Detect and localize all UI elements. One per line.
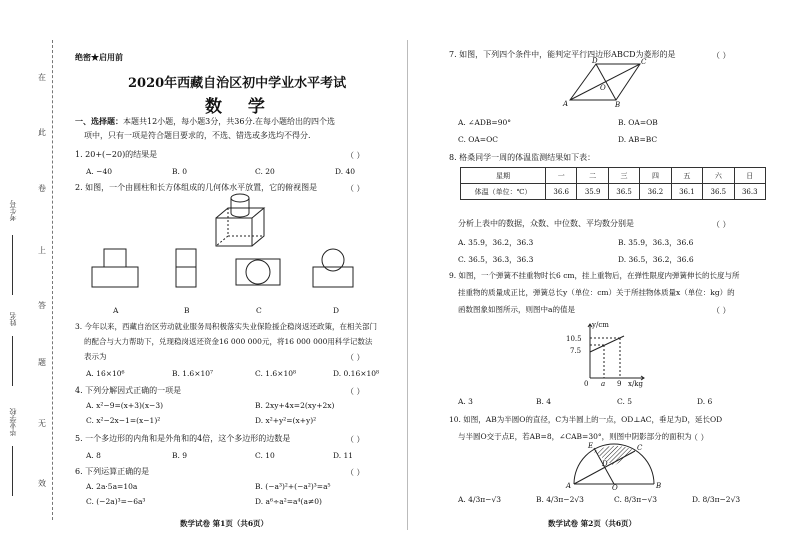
exam-title: 2020年西藏自治区初中学业水平考试 (128, 76, 347, 91)
question-6-stem: 6. 下列运算正确的是 (75, 467, 150, 476)
temperature-table (460, 167, 766, 200)
table-header-cell: 一 (546, 168, 577, 184)
subject-title: 数 学 (205, 97, 275, 117)
option-c[interactable]: C. x²−2x−1=(x−1)² (86, 416, 161, 425)
option-b[interactable]: B. OA=OB (618, 118, 658, 127)
point-e-label: E (588, 442, 594, 450)
table-header-cell: 六 (703, 168, 734, 184)
candidate-number-line (12, 235, 13, 295)
option-d[interactable]: D. 40 (335, 167, 356, 176)
semicircle-figure (560, 440, 670, 490)
option-a[interactable]: A. 3 (458, 397, 473, 406)
option-d[interactable]: D. AB=BC (618, 135, 658, 144)
option-a[interactable]: A. −40 (86, 167, 113, 176)
table-header-cell: 星期 (461, 168, 546, 184)
question-5-stem: 5. 一个多边形的内角和是外角和的4倍，这个多边形的边数是 (75, 434, 291, 443)
candidate-number-label: 考生号 (9, 200, 17, 221)
binding-char: 上 (38, 246, 46, 255)
table-header-cell: 四 (640, 168, 671, 184)
question-3-stem: 3. 今年以来，西藏自治区劳动就业服务局积极落实失业保险援企稳岗返还政策，在相关部门 (75, 322, 378, 331)
answer-paren[interactable]: （ ） (690, 433, 709, 442)
answer-paren[interactable]: （ ） (346, 353, 365, 362)
binding-char: 题 (38, 358, 46, 367)
option-c[interactable]: C. OA=OC (458, 135, 498, 144)
point-d-label: D (602, 460, 608, 468)
option-a[interactable]: A. 35.9，36.2，36.3 (458, 238, 534, 247)
option-b[interactable]: B. 4 (536, 397, 552, 406)
point-a-label: A (566, 482, 572, 490)
option-c[interactable]: C. (−2a)³=−6a³ (86, 497, 146, 506)
parallelogram-figure (560, 56, 656, 108)
school-line (12, 446, 13, 496)
table-cell: 36.2 (640, 184, 671, 200)
question-1-stem: 1. 20+(−20)的结果是 (75, 150, 158, 159)
option-b[interactable]: B. 9 (172, 451, 188, 460)
binding-char: 答 (38, 301, 46, 310)
option-a[interactable]: A. 4/3π−√3 (458, 495, 502, 504)
table-cell: 36.5 (703, 184, 734, 200)
option-a[interactable]: A. x²−9=(x+3)(x−3) (86, 401, 164, 410)
table-header-cell: 三 (608, 168, 639, 184)
table-row (461, 184, 766, 200)
question-7-stem: 7. 如图，下列四个条件中，能判定平行四边形ABCD为菱形的是 (449, 50, 676, 59)
origin-label: 0 (584, 380, 589, 388)
table-row (461, 168, 766, 184)
option-a[interactable]: A. 2a·5a=10a (86, 482, 138, 491)
question-3-stem: 表示为 (84, 352, 107, 361)
option-a[interactable]: A (113, 306, 119, 315)
table-cell: 36.5 (608, 184, 639, 200)
table-cell: 体温（单位：℃） (461, 184, 546, 200)
question-3-stem: 的配合与大力帮助下，兑现稳岗返还资金16 000 000元，将16 000 000用科学记数法 (84, 337, 373, 346)
option-a[interactable]: A. 16×10⁶ (86, 369, 125, 378)
name-label: 姓名 (9, 312, 17, 326)
point-b-label: B (656, 482, 662, 490)
question-2-stem: 2. 如图，一个由圆柱和长方体组成的几何体水平放置，它的俯视图是 (75, 183, 318, 192)
point-a-label: A (563, 100, 569, 108)
answer-paren[interactable]: （ ） (346, 184, 365, 193)
answer-paren[interactable]: （ ） (346, 468, 365, 477)
question-10-stem: 与半圆O交于点E，若AB=8，∠CAB=30°，则图中阴影部分的面积为 (458, 432, 692, 441)
answer-paren[interactable]: （ ） (346, 435, 365, 444)
binding-char: 在 (38, 73, 46, 82)
table-header-cell: 二 (577, 168, 608, 184)
option-c[interactable]: C. 20 (255, 167, 275, 176)
option-d[interactable]: D. 36.5，36.2，36.6 (618, 255, 694, 264)
point-o-label: O (612, 484, 618, 490)
page-divider (407, 40, 408, 530)
secret-mark: 绝密★启用前 (75, 52, 123, 62)
option-a[interactable]: A. ∠ADB=90° (458, 118, 511, 127)
page-footer-left: 数学试卷 第1页（共6页） (180, 519, 269, 528)
instructions-line: 本题共12小题，每小题3分，共36分.在每小题给出的四个选 (123, 117, 335, 126)
option-b[interactable]: B. 0 (172, 167, 188, 176)
answer-paren[interactable]: （ ） (712, 306, 731, 315)
option-b[interactable]: B. 1.6×10⁷ (172, 369, 214, 378)
x-axis-label: x/kg (628, 380, 644, 388)
section-heading: 一、选择题： (75, 116, 123, 126)
y-tick-label: 10.5 (566, 335, 582, 343)
point-b-label: B (615, 101, 621, 108)
table-cell: 36.1 (671, 184, 702, 200)
option-d[interactable]: D (333, 306, 340, 315)
option-c[interactable]: C. 1.6×10⁸ (255, 369, 297, 378)
table-cell: 36.6 (546, 184, 577, 200)
question-9-stem: 函数图象如图所示，则图中a的值是 (458, 305, 575, 314)
option-a[interactable]: A. 8 (86, 451, 101, 460)
question-9-stem: 挂重物的质量成正比，弹簧总长y（单位：cm）关于所挂物体质量x（单位：kg）的 (458, 288, 735, 297)
answer-paren[interactable]: （ ） (712, 220, 731, 229)
view-option-d[interactable] (311, 247, 357, 289)
option-b[interactable]: B (184, 306, 190, 315)
school-label: 毕业学校 (9, 408, 17, 436)
option-c[interactable]: C (256, 306, 262, 315)
option-b[interactable]: B. (−a³)²+(−a²)³=a⁵ (255, 482, 331, 491)
x-tick-label: 9 (617, 380, 622, 388)
x-tick-label: a (601, 380, 606, 388)
option-d[interactable]: D. 8/3π−2√3 (692, 495, 741, 504)
name-line (12, 336, 13, 386)
page-footer-right: 数学试卷 第2页（共6页） (548, 519, 637, 528)
question-8-stem: 8. 格桑同学一周的体温监测结果如下表： (449, 153, 596, 162)
view-option-c[interactable] (234, 255, 284, 287)
point-c-label: C (637, 444, 643, 452)
option-c[interactable]: C. 36.5，36.3，36.3 (458, 255, 534, 264)
view-option-a[interactable] (90, 247, 142, 289)
table-cell: 36.3 (734, 184, 765, 200)
question-8-after: 分析上表中的数据，众数、中位数、平均数分别是 (458, 219, 634, 228)
table-header-cell: 日 (734, 168, 765, 184)
question-4-stem: 4. 下列分解因式正确的一项是 (75, 386, 182, 395)
option-d[interactable]: D. x²+y²=(x+y)² (255, 416, 317, 425)
point-o-label: O (600, 84, 606, 92)
table-cell: 35.9 (577, 184, 608, 200)
binding-char: 卷 (38, 184, 46, 193)
instructions-line: 项中，只有一项是符合题目要求的，不选、错选或多选均不得分. (84, 131, 311, 140)
point-c-label: C (641, 58, 647, 66)
option-c[interactable]: C. 8/3π−√3 (614, 495, 658, 504)
table-header-cell: 五 (671, 168, 702, 184)
option-c[interactable]: C. 10 (255, 451, 275, 460)
y-tick-label: 7.5 (570, 347, 582, 355)
option-d[interactable]: D. 6 (697, 397, 713, 406)
y-axis-label: y/cm (592, 321, 609, 329)
binding-dashed-line (52, 40, 53, 520)
option-c[interactable]: C. 5 (617, 397, 633, 406)
question-9-stem: 9. 如图，一个弹簧不挂重物时长6 cm，挂上重物后，在弹性限度内弹簧伸长的长度与所 (449, 271, 740, 280)
option-b[interactable]: B. 2xy+4x=2(xy+2x) (255, 401, 335, 410)
option-d[interactable]: D. 0.16×10⁸ (333, 369, 380, 378)
binding-char: 此 (38, 128, 46, 137)
answer-paren[interactable]: （ ） (346, 151, 365, 160)
section-instructions (75, 116, 335, 127)
answer-paren[interactable]: （ ） (712, 51, 731, 60)
solid-figure (212, 192, 272, 250)
binding-char: 效 (38, 479, 46, 488)
question-10-stem: 10. 如图，AB为半圆O的直径，C为半圆上的一点，OD⊥AC，垂足为D，延长OD (449, 415, 723, 424)
option-d[interactable]: D. a⁶÷a²=a⁴(a≠0) (255, 497, 322, 506)
view-option-b[interactable] (172, 247, 202, 289)
point-d-label: D (592, 57, 598, 65)
option-b[interactable]: B. 4/3π−2√3 (536, 495, 584, 504)
spring-graph (564, 318, 654, 388)
option-d[interactable]: D. 11 (333, 451, 354, 460)
answer-paren[interactable]: （ ） (346, 387, 365, 396)
option-b[interactable]: B. 35.9，36.3，36.6 (618, 238, 694, 247)
binding-char: 无 (38, 419, 46, 428)
